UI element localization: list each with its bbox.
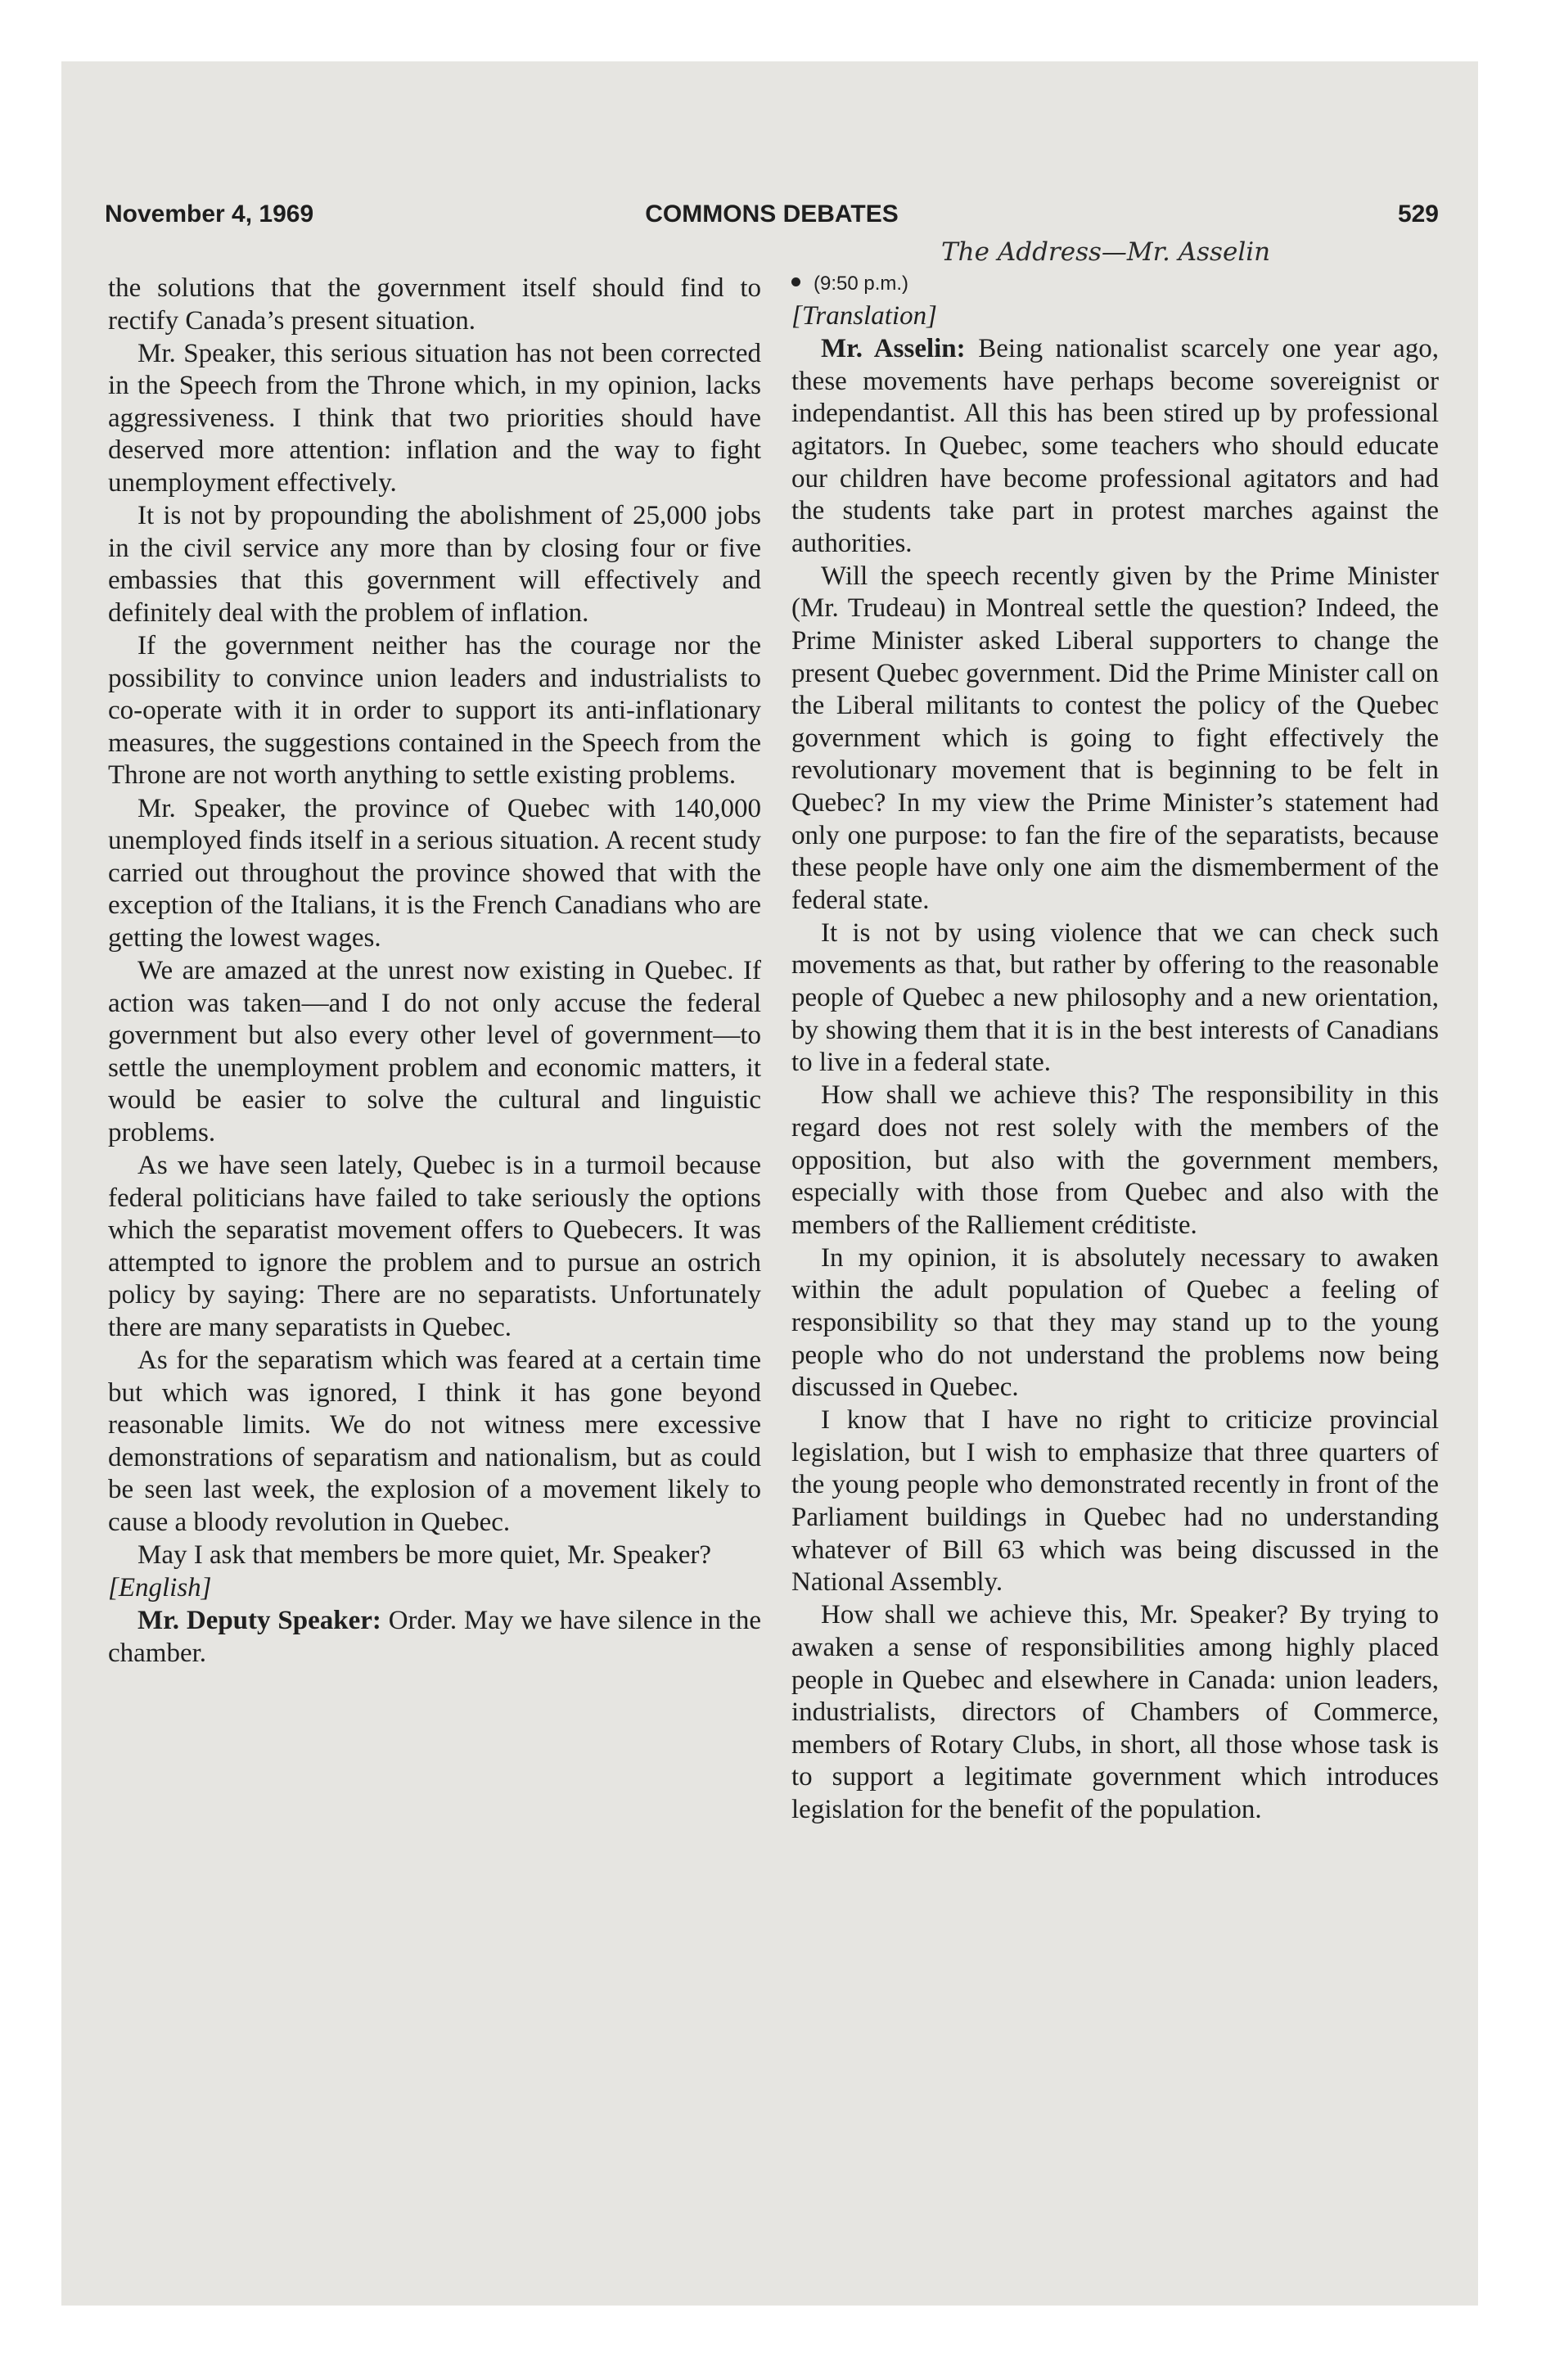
speech-paragraph (791, 333, 1439, 560)
speech-paragraph (108, 1605, 761, 1670)
body-paragraph: It is not by propounding the abolishment of 25,000 jobs in the civil service any more than by closing four or five embassies that this government will effectively and definitely deal with the problem of inflation. (108, 501, 761, 628)
speaker-name: Mr. Asselin: (821, 334, 966, 364)
speech-text: Being nationalist scarcely one year ago, these movements have perhaps become sovereignist or independantist. All this has been stired up by professional agitators. In Quebec, some teachers who should educate our children have become professional agitators and had the students take part in protest marches against the authorities. (791, 334, 1439, 558)
speaker-name: Mr. Deputy Speaker: (137, 1606, 381, 1636)
language-marker: [Translation] (791, 301, 937, 331)
body-paragraph: Mr. Speaker, the province of Quebec with 140,000 unemployed finds itself in a serious situation. A recent study carried out throughout the province showed that with the exception of the Italians, it is the French Canadians who are getting the lowest wages. (108, 793, 761, 953)
body-paragraph: As we have seen lately, Quebec is in a turmoil because federal politicians have failed to take seriously the options which the separatist movement offers to Quebecers. It was attempted to ignore the problem and to pursue an ostrich policy by saying: There are no separatists. Unfortunately there are many separatists in Quebec. (108, 1151, 761, 1342)
left-column (108, 273, 761, 1670)
body-paragraph: How shall we achieve this, Mr. Speaker? By trying to awaken a sense of responsibilities among highly placed people in Quebec and elsewhere in Canada: union leaders, industrialists, directors of Chambers of Commerce, members of Rotary Clubs, in short, all those whose task is to support a legitimate government which introduces legislation for the benefit of the population. (791, 1600, 1439, 1824)
time-text: (9:50 p.m.) (814, 273, 909, 295)
right-column (791, 266, 1439, 1827)
header-title: COMMONS DEBATES (645, 201, 899, 228)
body-paragraph: I know that I have no right to criticize provincial legislation, but I wish to emphasize that three quarters of the young people who demonstrated recently in front of the Parliament buildings in Quebec had no understanding whatever of Bill 63 which was being discussed in the National Assembly. (791, 1405, 1439, 1598)
language-marker: [English] (108, 1573, 212, 1603)
page-header (105, 201, 1439, 237)
body-paragraph: In my opinion, it is absolutely necessary to awaken within the adult population of Quebec a feeling of responsibility so that they may stand up to the young people who do not understand the problems now being discussed in Quebec. (791, 1242, 1439, 1403)
body-paragraph: the solutions that the government itself should find to rectify Canada’s present situation. (108, 273, 761, 336)
body-paragraph: May I ask that members be more quiet, Mr. Speaker? (137, 1540, 712, 1571)
body-paragraph: Mr. Speaker, this serious situation has not been corrected in the Speech from the Throne which, in my opinion, lacks aggressiveness. I think that two priorities should have deserved more attention: inflation and the way to fight unemployment effectively. (108, 338, 761, 498)
body-paragraph: How shall we achieve this? The responsibility in this regard does not rest solely with the members of the opposition, but also with the government members, especially with those from Quebec and also with the members of the Ralliement créditiste. (791, 1080, 1439, 1240)
body-paragraph: We are amazed at the unrest now existing in Quebec. If action was taken—and I do not only accuse the federal government but also every other level of government—to settle the unemployment problem and economic matters, it would be easier to solve the cultural and linguistic problems. (108, 955, 761, 1147)
body-paragraph: As for the separatism which was feared at a certain time but which was ignored, I think it has gone beyond reasonable limits. We do not witness mere excessive demonstrations of separatism and nationalism, but as could be seen last week, the explosion of a movement likely to cause a bloody revolution in Quebec. (108, 1346, 761, 1538)
header-date: November 4, 1969 (105, 201, 314, 228)
running-head: The Address—Mr. Asselin (941, 237, 1271, 267)
bullet-icon (791, 277, 800, 286)
speech-text: Order. May we have silence in the chamber. (108, 1606, 761, 1668)
time-stamp (791, 266, 1439, 300)
body-paragraph: Will the speech recently given by the Prime Minister (Mr. Trudeau) in Montreal settle the question? Indeed, the Prime Minister asked Liberal supporters to change the present Quebec government. Did the Prime Minister call on the Liberal militants to contest the policy of the Quebec government which is going to fight effectively the revolutionary movement that is beginning to be felt in Quebec? In my view the Prime Minister’s statement had only one purpose: to fan the fire of the separatists, because these people have only one aim the dismemberment of the federal state. (791, 561, 1439, 915)
body-paragraph: It is not by using violence that we can check such movements as that, but rather by offering to the reasonable people of Quebec a new philosophy and a new orientation, by showing them that it is in the best interests of Canadians to live in a federal state. (791, 917, 1439, 1078)
header-page-number: 529 (1397, 201, 1439, 228)
body-paragraph: If the government neither has the courage nor the possibility to convince union leaders and industrialists to co-operate with it in order to support its anti-inflationary measures, the suggestions contained in the Speech from the Throne are not worth anything to settle existing problems. (108, 631, 761, 791)
